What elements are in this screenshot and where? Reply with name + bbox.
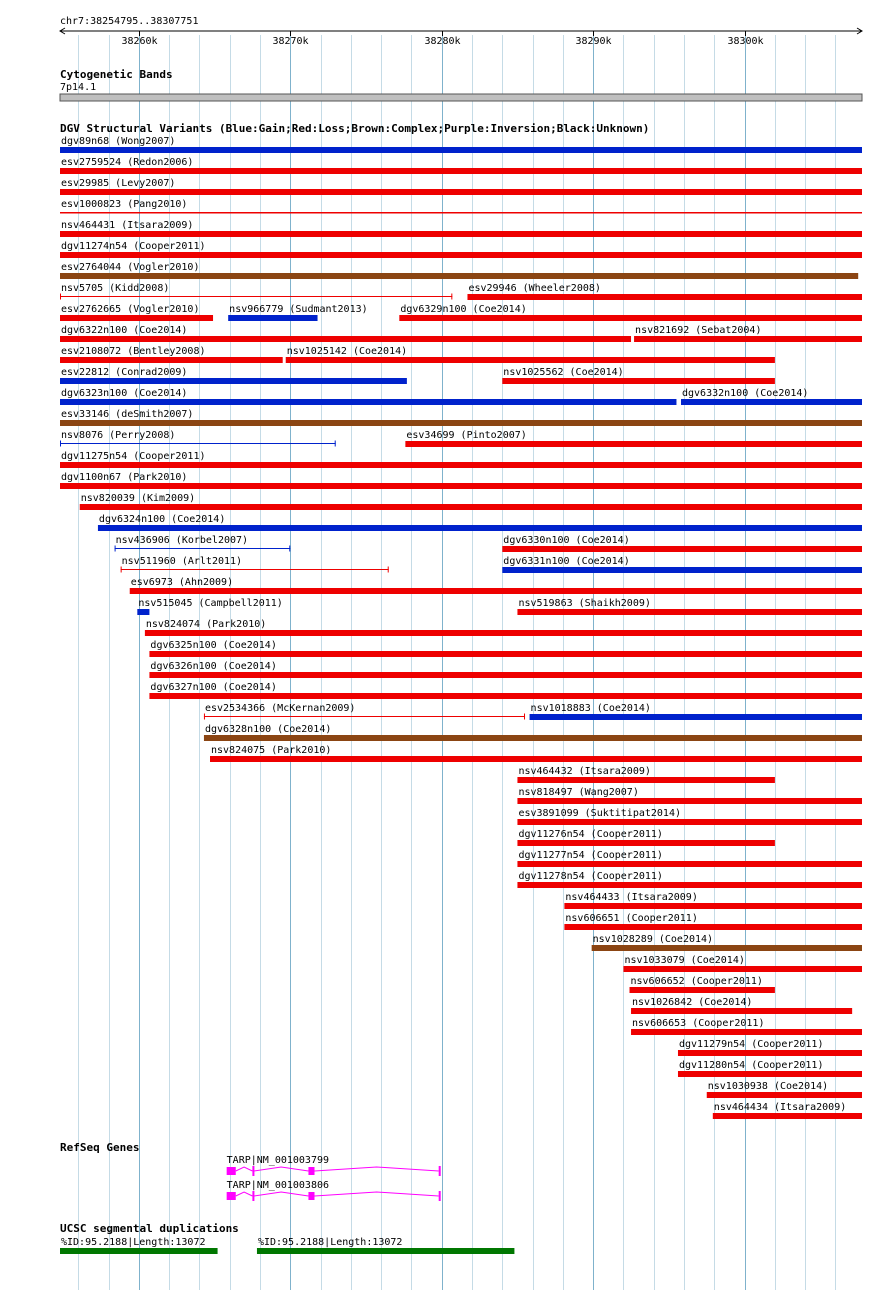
sv-bar[interactable] xyxy=(80,504,862,510)
segdup-bar[interactable] xyxy=(257,1248,514,1254)
dgv-track xyxy=(60,122,862,1119)
refseq-gene[interactable] xyxy=(227,1180,441,1201)
sv-label: nsv464431 (Itsara2009) xyxy=(61,220,194,231)
dgv-track-title: DGV Structural Variants (Blue:Gain;Red:Loss;Brown:Complex;Purple:Inversion;Black:Unknown) xyxy=(60,122,650,135)
sv-bar[interactable] xyxy=(60,147,862,153)
sv-label: esv2762665 (Vogler2010) xyxy=(61,304,200,315)
sv-feature[interactable] xyxy=(564,913,862,930)
dgv-features xyxy=(60,136,862,1119)
sv-label: dgv6329n100 (Coe2014) xyxy=(400,304,527,315)
sv-bar[interactable] xyxy=(60,315,213,321)
sv-feature[interactable] xyxy=(60,178,862,195)
sv-feature[interactable] xyxy=(60,325,631,342)
gene-exon[interactable] xyxy=(227,1192,236,1200)
sv-feature[interactable] xyxy=(60,199,862,214)
sv-label: dgv6322n100 (Coe2014) xyxy=(61,325,188,336)
sv-label: dgv11277n54 (Cooper2011) xyxy=(518,850,663,861)
sv-bar[interactable] xyxy=(707,1092,862,1098)
sv-feature[interactable] xyxy=(60,136,862,153)
sv-bar[interactable] xyxy=(60,273,858,279)
sv-label: dgv6325n100 (Coe2014) xyxy=(150,640,277,651)
sv-label: nsv1033079 (Coe2014) xyxy=(624,955,745,966)
sv-label: nsv820039 (Kim2009) xyxy=(80,493,196,504)
gene-intron xyxy=(254,1167,309,1171)
sv-feature[interactable] xyxy=(678,1039,862,1056)
sv-label: dgv6323n100 (Coe2014) xyxy=(61,388,188,399)
sv-feature[interactable] xyxy=(210,745,862,762)
gene-label: TARP|NM_001003799 xyxy=(226,1155,330,1166)
sv-bar[interactable] xyxy=(60,252,862,258)
sv-feature[interactable] xyxy=(60,220,862,237)
sv-label: esv2759524 (Redon2006) xyxy=(61,157,194,168)
sv-bar[interactable] xyxy=(630,987,775,993)
sv-bar[interactable] xyxy=(60,168,862,174)
sv-bar[interactable] xyxy=(517,798,862,804)
sv-label: nsv5705 (Kidd2008) xyxy=(61,283,170,294)
sv-feature[interactable] xyxy=(145,619,862,636)
sv-feature[interactable] xyxy=(707,1081,862,1098)
sv-label: dgv11279n54 (Cooper2011) xyxy=(678,1039,824,1050)
sv-bar[interactable] xyxy=(502,378,775,384)
sv-label: nsv1025142 (Coe2014) xyxy=(286,346,408,357)
sv-label: nsv606653 (Cooper2011) xyxy=(632,1018,765,1029)
sv-label: dgv6330n100 (Coe2014) xyxy=(503,535,630,546)
sv-bar[interactable] xyxy=(60,420,862,426)
sv-feature[interactable] xyxy=(517,808,862,825)
sv-bar[interactable] xyxy=(517,861,862,867)
sv-bar[interactable] xyxy=(530,714,862,720)
sv-label: nsv606652 (Cooper2011) xyxy=(630,976,763,987)
sv-label: dgv89n68 (Wong2007) xyxy=(61,136,176,147)
sv-bar[interactable] xyxy=(130,588,862,594)
sv-feature[interactable] xyxy=(713,1102,862,1119)
sv-bar[interactable] xyxy=(210,756,862,762)
sv-bar[interactable] xyxy=(631,1029,862,1035)
sv-bar[interactable] xyxy=(204,735,862,741)
sv-feature[interactable] xyxy=(467,283,862,300)
sv-label: nsv464434 (Itsara2009) xyxy=(713,1102,847,1113)
sv-label: dgv11280n54 (Cooper2011) xyxy=(678,1060,824,1071)
sv-feature[interactable] xyxy=(517,598,862,615)
sv-label: esv34699 (Pinto2007) xyxy=(406,430,527,441)
ruler-tick-label: 38300k xyxy=(727,36,764,47)
ruler-tick-label: 38280k xyxy=(424,36,461,47)
cytoband-label: 7p14.1 xyxy=(60,82,97,93)
cytoband-bar[interactable] xyxy=(60,94,862,101)
sv-feature[interactable] xyxy=(631,1018,862,1035)
sv-bar[interactable] xyxy=(517,882,862,888)
sv-label: nsv464432 (Itsara2009) xyxy=(518,766,651,777)
ruler-ticks xyxy=(121,31,763,47)
sv-feature[interactable] xyxy=(405,430,862,447)
sv-feature[interactable] xyxy=(80,493,862,510)
sv-label: nsv824075 (Park2010) xyxy=(211,745,332,756)
sv-feature[interactable] xyxy=(564,892,862,909)
sv-feature[interactable] xyxy=(399,304,862,321)
sv-bar[interactable] xyxy=(681,399,862,405)
sv-feature[interactable] xyxy=(517,787,862,804)
sv-feature[interactable] xyxy=(623,955,862,972)
sv-label: nsv519863 (Shaikh2009) xyxy=(518,598,651,609)
sv-feature[interactable] xyxy=(149,640,862,657)
sv-label: dgv11276n54 (Cooper2011) xyxy=(518,829,663,840)
sv-feature[interactable] xyxy=(115,535,291,552)
sv-bar[interactable] xyxy=(137,609,149,615)
segdup-label: %ID:95.2188|Length:13072 xyxy=(61,1237,206,1248)
cytoband-track xyxy=(60,68,862,101)
sv-label: nsv1025562 (Coe2014) xyxy=(503,367,624,378)
sv-bar[interactable] xyxy=(60,212,862,214)
sv-bar[interactable] xyxy=(145,630,862,636)
gene-label: TARP|NM_001003806 xyxy=(226,1180,330,1191)
sv-label: nsv511960 (Arlt2011) xyxy=(121,556,243,567)
ruler-tick-label: 38260k xyxy=(121,36,158,47)
sv-label: nsv606651 (Cooper2011) xyxy=(565,913,698,924)
sv-bar[interactable] xyxy=(60,378,407,384)
gene-intron xyxy=(315,1167,439,1171)
gene-exon[interactable] xyxy=(308,1192,314,1200)
gene-exon[interactable] xyxy=(439,1191,441,1201)
sv-feature[interactable] xyxy=(60,283,452,300)
sv-feature[interactable] xyxy=(530,703,862,720)
sv-feature[interactable] xyxy=(98,514,862,531)
sv-bar[interactable] xyxy=(592,945,862,951)
sv-feature[interactable] xyxy=(60,346,283,363)
sv-label: dgv6327n100 (Coe2014) xyxy=(150,682,277,693)
sv-bar[interactable] xyxy=(60,336,631,342)
segdup-bar[interactable] xyxy=(60,1248,218,1254)
sv-bar[interactable] xyxy=(98,525,862,531)
sv-bar[interactable] xyxy=(60,231,862,237)
sv-feature[interactable] xyxy=(60,388,676,405)
sv-feature[interactable] xyxy=(517,766,774,783)
sv-bar[interactable] xyxy=(149,693,862,699)
ruler-tick-label: 38290k xyxy=(575,36,612,47)
sv-bar[interactable] xyxy=(502,567,862,573)
sv-bar[interactable] xyxy=(678,1071,862,1077)
cytoband-track-title: Cytogenetic Bands xyxy=(60,68,173,81)
sv-feature[interactable] xyxy=(130,577,862,594)
sv-label: nsv1026842 (Coe2014) xyxy=(632,997,753,1008)
sv-bar[interactable] xyxy=(517,609,862,615)
gene-intron xyxy=(254,1192,309,1196)
sv-bar[interactable] xyxy=(564,924,862,930)
ruler-tick-label: 38270k xyxy=(272,36,309,47)
sv-bar[interactable] xyxy=(634,336,862,342)
sv-feature[interactable] xyxy=(502,556,862,573)
sv-feature[interactable] xyxy=(286,346,775,363)
segdup-features xyxy=(60,1237,514,1254)
sv-bar[interactable] xyxy=(623,966,862,972)
sv-bar[interactable] xyxy=(631,1008,852,1014)
sv-label: esv2534366 (McKernan2009) xyxy=(204,703,356,714)
sv-bar[interactable] xyxy=(517,840,774,846)
sv-feature[interactable] xyxy=(121,556,389,573)
sv-label: esv29985 (Levy2007) xyxy=(61,178,176,189)
sv-feature[interactable] xyxy=(517,829,774,846)
sv-label: esv2764044 (Vogler2010) xyxy=(61,262,200,273)
sv-feature[interactable] xyxy=(630,976,775,993)
sv-feature[interactable] xyxy=(60,241,862,258)
sv-feature[interactable] xyxy=(592,934,862,951)
sv-feature[interactable] xyxy=(60,451,862,468)
sv-feature[interactable] xyxy=(634,325,862,342)
refseq-track xyxy=(60,1141,441,1201)
refseq-track-title: RefSeq Genes xyxy=(60,1141,140,1154)
sv-label: dgv11275n54 (Cooper2011) xyxy=(61,451,206,462)
sv-label: dgv1100n67 (Park2010) xyxy=(61,472,188,483)
sv-label: esv1000823 (Pang2010) xyxy=(61,199,188,210)
gene-intron xyxy=(236,1167,253,1171)
segdup-track xyxy=(60,1222,514,1254)
sv-feature[interactable] xyxy=(60,367,407,384)
sv-bar[interactable] xyxy=(678,1050,862,1056)
sv-bar[interactable] xyxy=(399,315,862,321)
gene-exon[interactable] xyxy=(252,1191,254,1201)
sv-bar[interactable] xyxy=(60,189,862,195)
sv-label: dgv6332n100 (Coe2014) xyxy=(682,388,809,399)
sv-feature[interactable] xyxy=(149,682,862,699)
sv-feature[interactable] xyxy=(60,409,862,426)
sv-label: nsv464433 (Itsara2009) xyxy=(565,892,698,903)
sv-label: dgv6331n100 (Coe2014) xyxy=(503,556,630,567)
sv-bar[interactable] xyxy=(286,357,775,363)
sv-feature[interactable] xyxy=(502,367,775,384)
sv-label: dgv6326n100 (Coe2014) xyxy=(150,661,277,672)
sv-feature[interactable] xyxy=(678,1060,862,1077)
sv-bar[interactable] xyxy=(517,819,862,825)
sv-label: dgv11274n54 (Cooper2011) xyxy=(61,241,206,252)
gene-exon[interactable] xyxy=(439,1166,441,1176)
sv-label: nsv821692 (Sebat2004) xyxy=(635,325,762,336)
gene-intron xyxy=(315,1192,439,1196)
sv-feature[interactable] xyxy=(60,472,862,489)
sv-label: nsv824074 (Park2010) xyxy=(145,619,267,630)
sv-bar[interactable] xyxy=(564,903,862,909)
sv-feature[interactable] xyxy=(204,703,525,720)
sv-label: nsv515045 (Campbell2011) xyxy=(138,598,283,609)
segdup-feature[interactable] xyxy=(60,1237,218,1254)
sv-label: nsv1018883 (Coe2014) xyxy=(530,703,651,714)
sv-label: esv2108072 (Bentley2008) xyxy=(61,346,206,357)
sv-feature[interactable] xyxy=(502,535,862,552)
refseq-gene[interactable] xyxy=(227,1155,441,1176)
sv-feature[interactable] xyxy=(228,304,367,321)
sv-label: esv3891099 (Suktitipat2014) xyxy=(518,808,682,819)
sv-label: nsv8076 (Perry2008) xyxy=(61,430,176,441)
sv-label: nsv436906 (Korbel2007) xyxy=(115,535,249,546)
sv-feature[interactable] xyxy=(60,157,862,174)
segdup-feature[interactable] xyxy=(257,1237,514,1254)
sv-label: nsv818497 (Wang2007) xyxy=(518,787,639,798)
sv-label: esv6973 (Ahn2009) xyxy=(130,577,234,588)
sv-label: dgv11278n54 (Cooper2011) xyxy=(518,871,663,882)
gene-exon[interactable] xyxy=(308,1167,314,1175)
sv-feature[interactable] xyxy=(60,304,213,321)
sv-feature[interactable] xyxy=(60,430,336,447)
sv-bar[interactable] xyxy=(60,483,862,489)
refseq-genes xyxy=(227,1155,441,1201)
sv-bar[interactable] xyxy=(60,357,283,363)
sv-bar[interactable] xyxy=(149,672,862,678)
sv-bar[interactable] xyxy=(502,546,862,552)
sv-bar[interactable] xyxy=(60,399,676,405)
gene-exon[interactable] xyxy=(227,1167,236,1175)
sv-feature[interactable] xyxy=(517,871,862,888)
segdup-track-title: UCSC segmental duplications xyxy=(60,1222,239,1235)
sv-bar[interactable] xyxy=(467,294,862,300)
sv-bar[interactable] xyxy=(405,441,862,447)
sv-label: nsv966779 (Sudmant2013) xyxy=(229,304,368,315)
sv-feature[interactable] xyxy=(149,661,862,678)
sv-feature[interactable] xyxy=(204,724,862,741)
segdup-label: %ID:95.2188|Length:13072 xyxy=(257,1237,403,1248)
sv-label: nsv1028289 (Coe2014) xyxy=(592,934,714,945)
ruler xyxy=(60,16,862,47)
sv-bar[interactable] xyxy=(149,651,862,657)
sv-feature[interactable] xyxy=(60,262,858,279)
coordinate-range: chr7:38254795..38307751 xyxy=(60,16,199,27)
sv-label: nsv1030938 (Coe2014) xyxy=(707,1081,829,1092)
sv-label: esv22812 (Conrad2009) xyxy=(61,367,188,378)
sv-label: esv33146 (deSmith2007) xyxy=(61,409,194,420)
sv-label: esv29946 (Wheeler2008) xyxy=(468,283,601,294)
sv-bar[interactable] xyxy=(60,462,862,468)
sv-bar[interactable] xyxy=(517,777,774,783)
sv-label: dgv6328n100 (Coe2014) xyxy=(204,724,332,735)
sv-feature[interactable] xyxy=(631,997,852,1014)
gene-intron xyxy=(236,1192,253,1196)
sv-bar[interactable] xyxy=(713,1113,862,1119)
sv-feature[interactable] xyxy=(681,388,862,405)
sv-label: dgv6324n100 (Coe2014) xyxy=(98,514,226,525)
sv-feature[interactable] xyxy=(517,850,862,867)
gene-exon[interactable] xyxy=(252,1166,254,1176)
sv-bar[interactable] xyxy=(228,315,317,321)
